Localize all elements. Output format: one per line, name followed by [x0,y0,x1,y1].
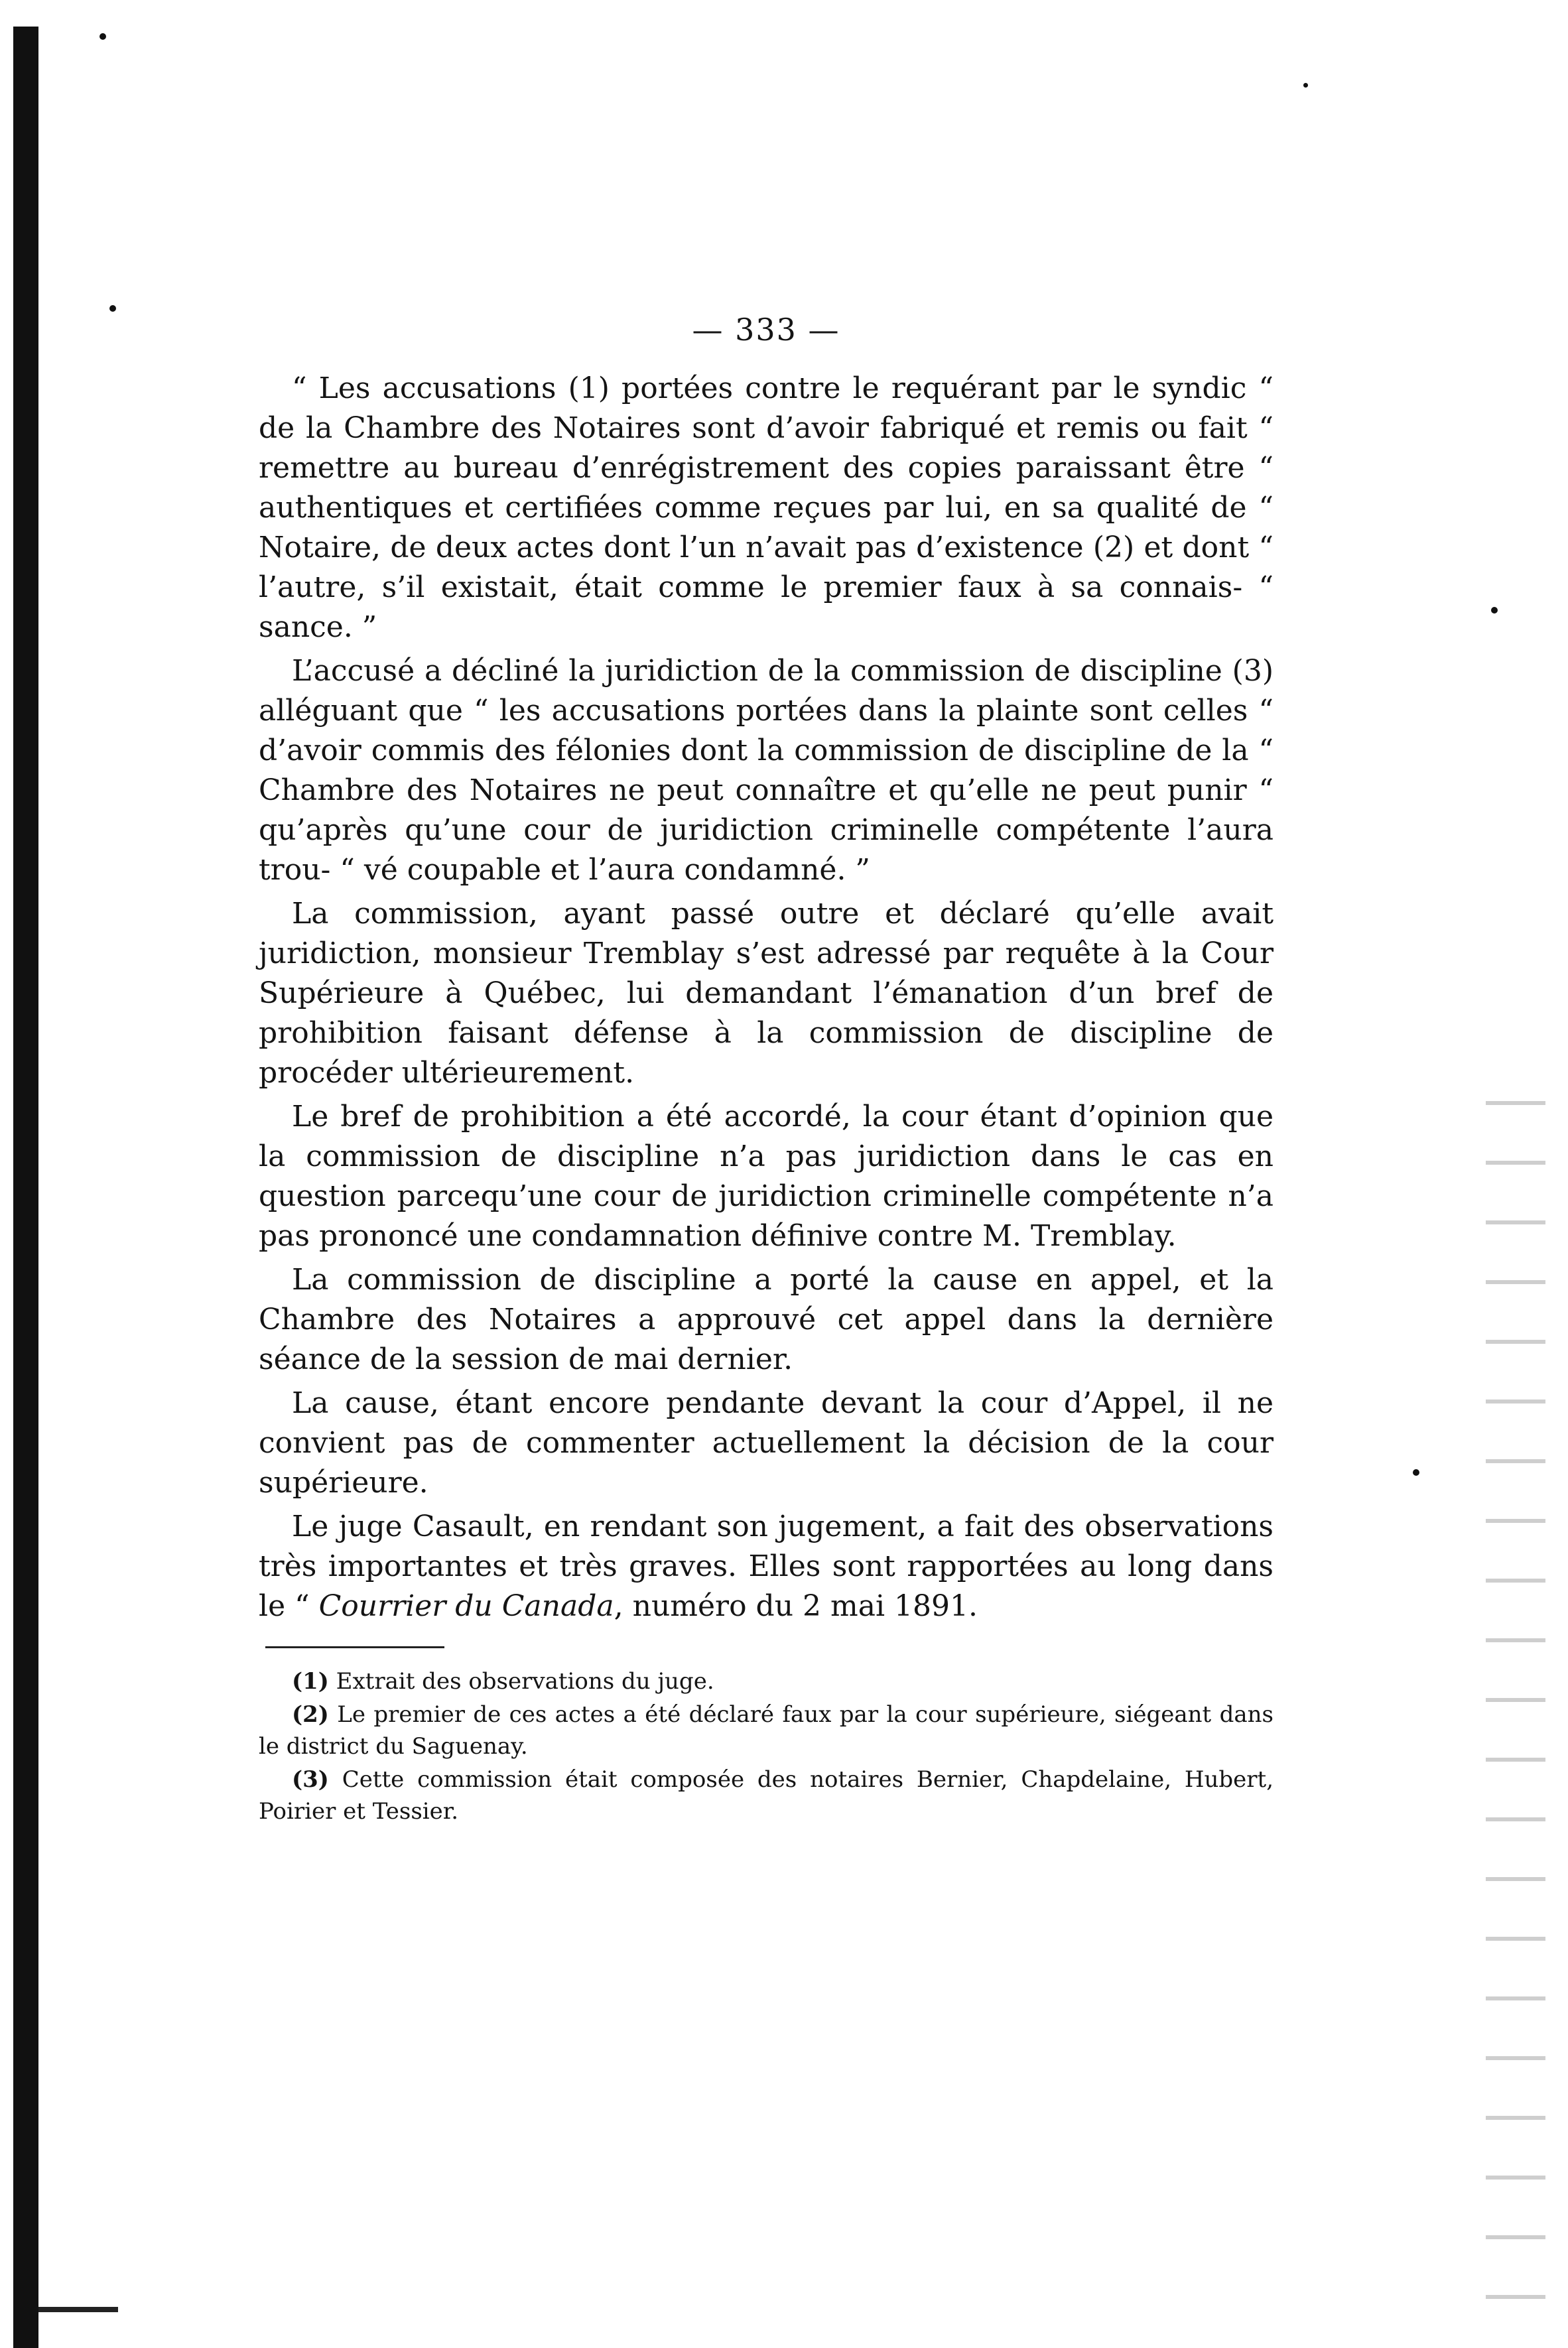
footnote-text: Extrait des observations du juge. [336,1668,714,1695]
footnote-marker: (2) [292,1701,329,1728]
paragraph-writ-granted: Le bref de prohibition a été accordé, la cour étant d’opinion que la commission de discipline n’a pas juridiction dans le cas en question parcequ’une cour de juridiction criminelle compétente n’a pas prononcé une condamnation définive contre M. Tremblay. [259,1100,1274,1253]
paragraph-quote-accusations: “ Les accusations (1) portées contre le requérant par le syndic “ de la Chambre des Notaires sont d’avoir fabriqué et remis ou fait “ remettre au bureau d’enrégistrement des copies paraissant être “ authentiques et certifiées comme reçues par lui, en sa qualité de “ Notaire, de deux actes dont l’un n’avait pas d’existence (2) et dont “ l’autre, s’il existait, était comme le premier faux à sa connais- “ sance. ” [259,371,1274,644]
scan-speck [1413,1469,1419,1476]
scan-edge-bottom [38,2307,118,2312]
scan-noise-right [1486,1075,1545,2335]
footnote-marker: (3) [292,1766,329,1793]
footnote-divider [265,1646,444,1648]
footnote-text: Cette commission était composée des notaires Bernier, Chapdelaine, Hubert, Poirier et Tessier. [259,1766,1274,1825]
judge-text-after: , numéro du 2 mai 1891. [614,1589,978,1623]
judge-text-before: Le juge Casault, en rendant son jugement, a fait des observations très importantes et très graves. Elles sont rapportées au long dans le “ [259,1510,1274,1623]
scan-speck [109,305,116,312]
newspaper-title: Courrier du Canada [318,1589,614,1623]
footnote-1 [259,1665,1274,1697]
footnote-marker: (1) [292,1668,329,1695]
footnote-2 [259,1699,1274,1762]
paragraph-declined-jurisdiction: L’accusé a décliné la juridiction de la commission de discipline (3) alléguant que “ les accusations portées dans la plainte sont celles “ d’avoir commis des félonies dont la commission de discipline de la “ Chambre des Notaires ne peut connaître et qu’elle ne peut punir “ qu’après qu’une cour de juridiction criminelle compétente l’aura trou- “ vé coupable et l’aura condamné. ” [259,654,1274,887]
document-page [259,312,1274,1829]
scan-speck [99,33,106,40]
paragraph-judge-casault [259,1507,1274,1626]
scan-speck [1491,607,1498,614]
paragraph-prohibition-request: La commission, ayant passé outre et déclaré qu’elle avait juridiction, monsieur Tremblay s’est adressé par requête à la Cour Supérieure à Québec, lui demandant l’émanation d’un bref de prohibition faisant défense à la commission de discipline de procéder ultérieurement. [259,897,1274,1090]
scan-speck [1303,83,1308,88]
footnote-3 [259,1764,1274,1827]
page-number: — 333 — [692,312,840,348]
footnote-text: Le premier de ces actes a été déclaré faux par la cour supérieure, siégeant dans le district du Saguenay. [259,1701,1274,1760]
paragraph-case-pending: La cause, étant encore pendante devant la cour d’Appel, il ne convient pas de commenter actuellement la décision de la cour supérieure. [259,1386,1274,1500]
paragraph-appeal: La commission de discipline a porté la cause en appel, et la Chambre des Notaires a approuvé cet appel dans la dernière séance de la session de mai dernier. [259,1263,1274,1376]
scan-edge-left [13,27,38,2348]
